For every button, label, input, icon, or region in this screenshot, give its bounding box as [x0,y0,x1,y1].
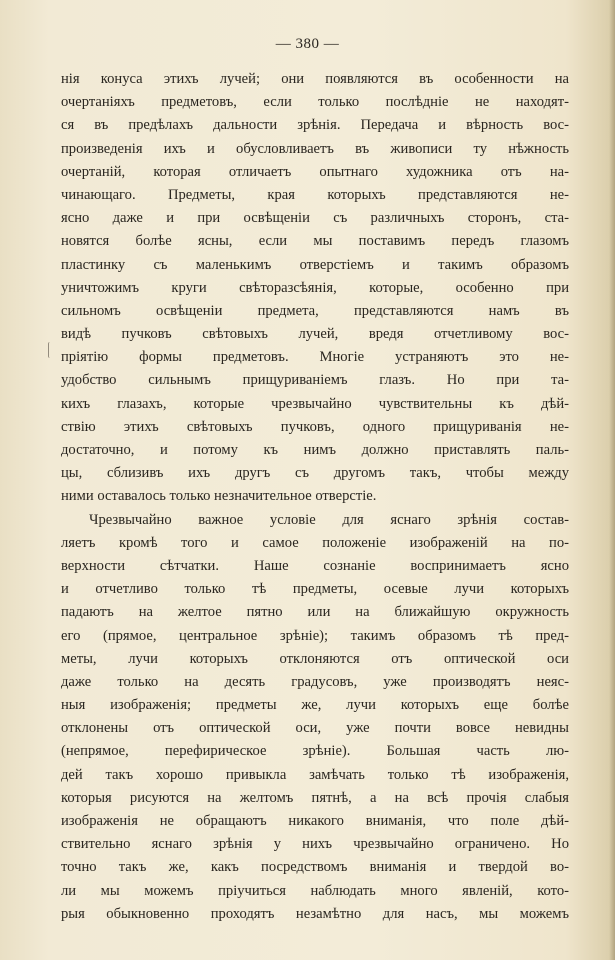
text-line: чинающаго. Предметы, края которыхъ представляются не- [61,186,569,203]
text-line: и отчетливо только тѣ предметы, осевые лучи которыхъ [61,581,569,598]
text-line: Чрезвычайно важное условіе для яснаго зрѣнія состав- [89,511,569,528]
text-line: ствію этихъ свѣтовыхъ пучковъ, одного прищуриванія не- [61,418,569,435]
text-line: ли мы можемъ пріучиться наблюдать много явленій, кото- [61,882,569,899]
text-line: новятся болѣе ясны, если мы поставимъ передъ глазомъ [61,233,569,250]
text-line: произведенія ихъ и обусловливаетъ въ живописи ту нѣжность [61,140,569,157]
text-line: дей такъ хорошо привыкла замѣчать только тѣ изображенія, [61,766,569,783]
page-number: — 380 — [275,36,340,52]
text-line: сильномъ освѣщеніи предмета, представляются намъ въ [61,302,569,319]
text-line: удобство сильнымъ прищуриваніемъ глазъ. Но при та- [61,372,569,389]
text-line: (непрямое, перефирическое зрѣніе). Большая часть лю- [61,743,569,760]
text-line: нія конуса этихъ лучей; они появляются въ особенности на [61,71,569,87]
text-line: ныя изображенія; предметы же, лучи которыхъ еще болѣе [61,697,569,714]
margin-pencil-mark [48,342,52,358]
text-line: верхности сѣтчатки. Наше сознаніе воспринимаетъ ясно [61,557,569,574]
text-line: кихъ глазахъ, которые чрезвычайно чувствительны къ дѣй- [61,395,569,412]
text-line: очертаніяхъ предметовъ, если только послѣдніе не находят- [61,94,569,111]
text-line: ся въ предѣлахъ дальности зрѣнія. Передача и вѣрность вос- [61,117,569,134]
text-line: пріятію формы предметовъ. Многіе устраняютъ это не- [61,349,569,366]
text-line: видѣ пучковъ свѣтовыхъ лучей, вредя отчетливому вос- [61,326,569,343]
text-line: ствительно яснаго зрѣнія у нихъ чрезвычайно ограничено. Но [61,836,569,853]
text-line: ляетъ кромѣ того и самое положеніе изображеній на по- [61,534,569,551]
text-line: ясно даже и при освѣщеніи съ различныхъ сторонъ, ста- [61,210,569,227]
text-line: очертаній, которая отличаетъ опытнаго художника отъ на- [61,163,569,180]
body-text [61,68,569,926]
text-line: падаютъ на желтое пятно или на ближайшую окружность [61,604,569,621]
page-edge-shadow [609,0,615,960]
text-line: даже только на десять градусовъ, уже производятъ неяс- [61,673,569,690]
text-line: цы, сблизивъ ихъ другъ съ другомъ такъ, чтобы между [61,465,569,482]
text-line: рыя обыкновенно проходятъ незамѣтно для насъ, мы можемъ [61,905,569,922]
text-line: которыя рисуются на желтомъ пятнѣ, а на всѣ прочія слабыя [61,789,569,806]
text-line: достаточно, и потому къ нимъ должно приставлять паль- [61,442,569,458]
text-line: уничтожимъ круги свѣторазсѣянія, которые, особенно при [61,279,569,296]
text-line: меты, лучи которыхъ отклоняются отъ оптической оси [61,650,569,667]
text-line: отклонены отъ оптической оси, уже почти вовсе невидны [61,720,569,737]
text-line: его (прямое, центральное зрѣніе); такимъ образомъ тѣ пред- [61,627,569,644]
text-line: пластинку съ маленькимъ отверстіемъ и такимъ образомъ [61,256,569,273]
text-line: ними оставалось только незначительное отверстіе. [61,488,377,505]
text-line: точно такъ же, какъ посредствомъ вниманія и твердой во- [61,859,569,876]
text-line: изображенія не обращаютъ никакого вниманія, что поле дѣй- [61,813,569,829]
